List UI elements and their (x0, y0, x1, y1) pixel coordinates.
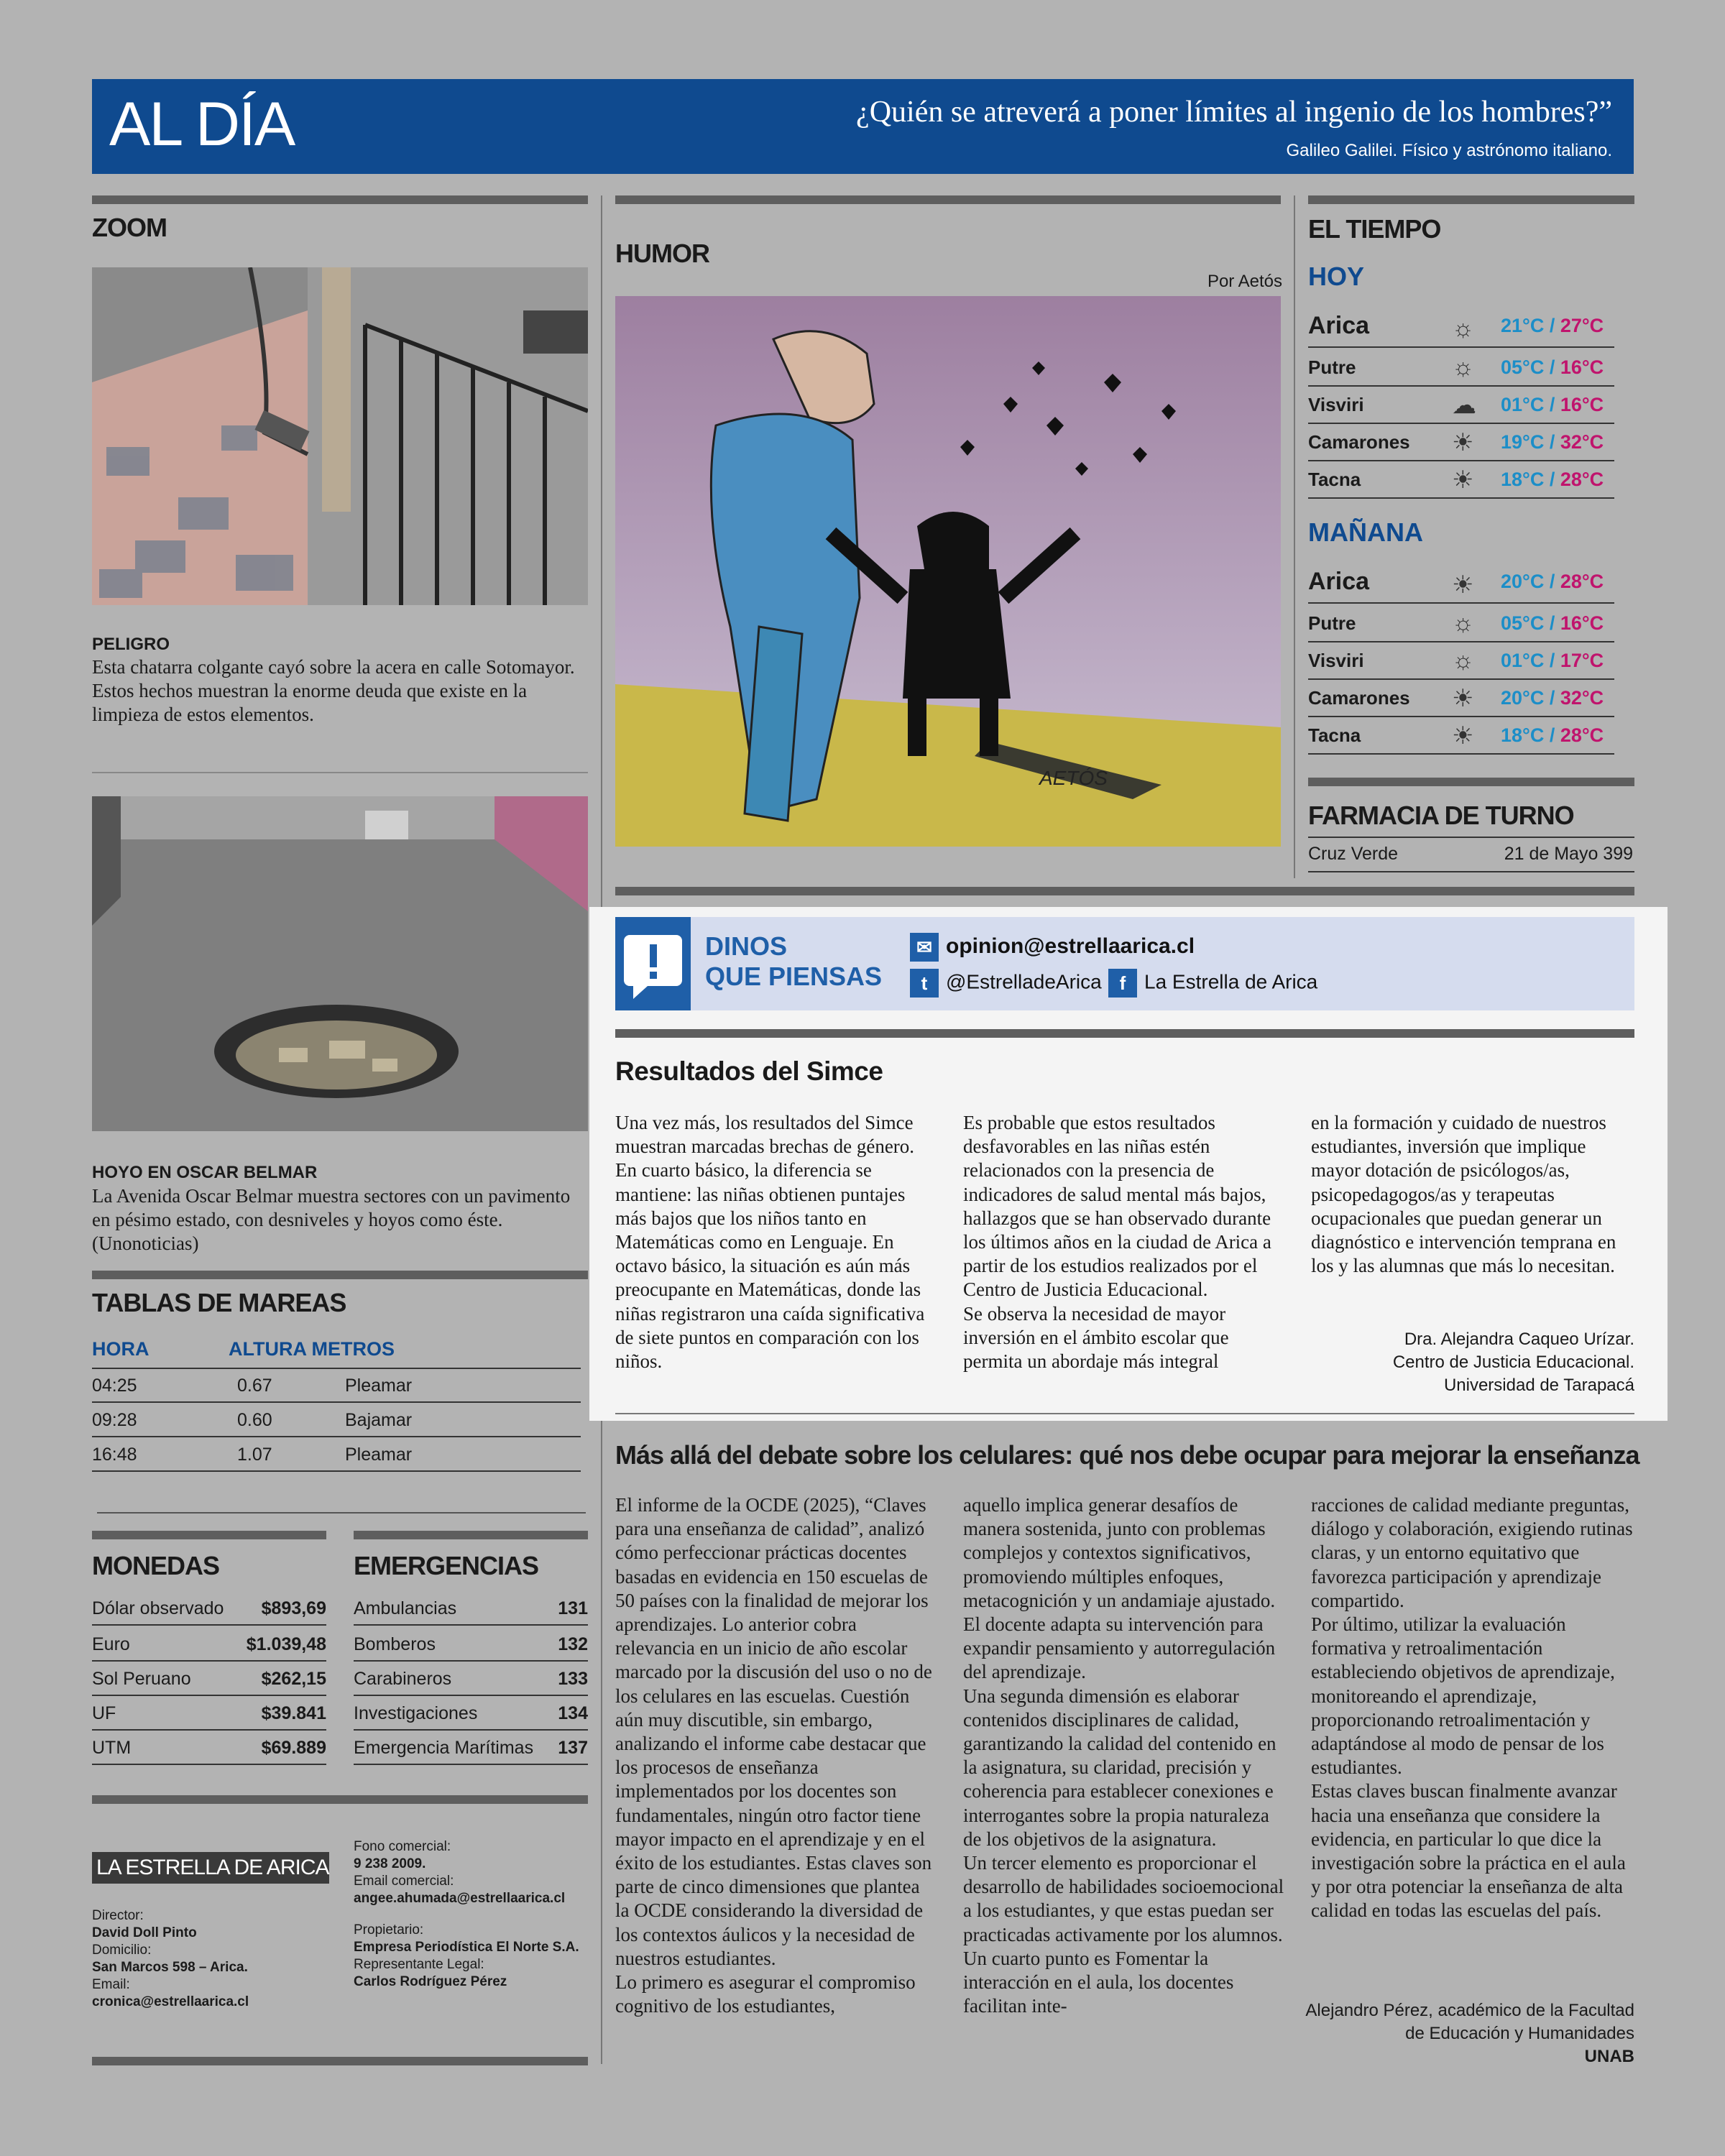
temp-max: 16°C (1560, 612, 1604, 634)
article2-signature (1289, 1999, 1634, 2068)
temp-min: 20°C (1501, 687, 1545, 709)
temp-max: 32°C (1560, 431, 1604, 453)
emergency-label: Emergencia Marítimas (354, 1738, 534, 1758)
partly-sunny-icon: ☼ (1452, 647, 1475, 674)
divider (615, 1413, 1634, 1414)
temp-max: 28°C (1560, 469, 1604, 490)
paragraph: Un tercer elemento es proporcionar el desarrollo de habilidades socioemocional a los estudiantes, y que estas puedan ser practicadas activamente por los alumnos. Un cuarto punto es Fomentar la interacción en el aula, los docentes facilitan inte- (963, 1852, 1284, 2017)
signature-line: Dra. Alejandra Caqueo Urízar. (1404, 1330, 1634, 1349)
photo1-caption: Esta chatarra colgante cayó sobre la acera en calle Sotomayor. Estos hechos muestran la enorme deuda que existe en la limpieza de estos elementos. (92, 656, 575, 725)
article2-col2 (963, 1493, 1287, 2018)
temp-min: 18°C (1501, 469, 1545, 490)
emergency-row (354, 1731, 588, 1765)
commercial-email: angee.ahumada@estrellaarica.cl (354, 1891, 566, 1906)
temperature: 18°C / 28°C (1501, 724, 1604, 746)
pharmacy-address: 21 de Mayo 399 (1504, 844, 1633, 864)
label: Propietario: (354, 1922, 424, 1938)
banner-title-2: QUE PIENSAS (705, 962, 883, 991)
section-rule (1308, 195, 1634, 204)
tide-row (92, 1439, 581, 1472)
emergency-number: 133 (558, 1669, 588, 1689)
newspaper-logo: LA ESTRELLA DE ARICA (92, 1852, 329, 1884)
city-name: Visviri (1308, 650, 1364, 671)
section-rule (1308, 778, 1634, 786)
tide-type: Pleamar (345, 1376, 413, 1396)
emergency-label: Ambulancias (354, 1598, 457, 1618)
tide-type: Bajamar (345, 1410, 413, 1430)
twitter-icon: t (910, 969, 939, 998)
tide-height: 0.67 (237, 1376, 272, 1396)
article1-title: Resultados del Simce (615, 1056, 883, 1086)
tide-hour: 09:28 (92, 1410, 137, 1430)
temperature: 01°C / 17°C (1501, 650, 1604, 671)
email-address: opinion@estrellaarica.cl (946, 934, 1195, 958)
temp-min: 19°C (1501, 431, 1545, 453)
emergency-title: EMERGENCIAS (354, 1551, 539, 1580)
weather-today-label: HOY (1308, 262, 1365, 291)
weather-tomorrow-label: MAÑANA (1308, 517, 1423, 547)
paragraph: Por último, utilizar la evaluación formativa y retroalimentación estableciendo objetivos de aprendizaje, monitoreando el aprendizaje, proporcionando retroalimentación y adaptándose al modo de pensar de los estudiantes. (1311, 1613, 1615, 1779)
temp-max: 17°C (1560, 650, 1604, 671)
city-name: Arica (1308, 568, 1370, 595)
temp-max: 28°C (1560, 724, 1604, 746)
tide-hour: 16:48 (92, 1445, 137, 1465)
emergency-row (354, 1591, 588, 1626)
temp-min: 18°C (1501, 724, 1545, 746)
phone: 9 238 2009. (354, 1856, 426, 1871)
signature-line: UNAB (1584, 2047, 1634, 2066)
email-link[interactable] (910, 933, 1195, 962)
emergency-label: Bomberos (354, 1634, 436, 1654)
article1-col3: en la formación y cuidado de nuestros estudiantes, inversión que implique mayor dotación de psicólogos/as, psicopedagogos/as y terapeutas ocupacionales que puedan generar un diagnóstico e intervención temprana en los y las alumnas que más lo necesitan. (1311, 1112, 1616, 1277)
photo-pothole (92, 796, 588, 1131)
sun-icon: ☀ (1452, 571, 1474, 599)
partly-sunny-icon: ☼ (1452, 354, 1475, 381)
facebook-page: La Estrella de Arica (1144, 970, 1318, 993)
sun-icon: ☀ (1452, 722, 1474, 750)
section-rule (92, 195, 588, 204)
weather-row (1308, 308, 1614, 348)
photo-hanging-cable (92, 267, 588, 605)
money-label: Dólar observado (92, 1598, 224, 1618)
temperature: 05°C / 16°C (1501, 612, 1604, 634)
money-label: UTM (92, 1738, 132, 1758)
paragraph: Se observa la necesidad de mayor inversión en el ámbito escolar que permita un abordaje más integral (963, 1302, 1229, 1373)
section-title: AL DÍA (109, 90, 295, 159)
address: San Marcos 598 – Arica. (92, 1960, 248, 1975)
divider (1308, 871, 1634, 872)
emergency-label: Investigaciones (354, 1703, 478, 1723)
temp-max: 16°C (1560, 394, 1604, 415)
tides-height-header: ALTURA METROS (229, 1338, 395, 1360)
tide-row (92, 1404, 581, 1437)
temp-max: 27°C (1560, 315, 1604, 336)
weather-row (1308, 607, 1614, 642)
tides-title: TABLAS DE MAREAS (92, 1288, 346, 1317)
opinion-banner (615, 917, 1634, 1010)
tide-type: Pleamar (345, 1445, 413, 1465)
photo2-caption: La Avenida Oscar Belmar muestra sectores con un pavimento en pésimo estado, con desniveles y hoyos como éste. (Unonoticias) (92, 1185, 571, 1254)
temp-min: 01°C (1501, 394, 1545, 415)
temp-min: 05°C (1501, 612, 1545, 634)
money-title: MONEDAS (92, 1551, 220, 1580)
city-name: Camarones (1308, 687, 1410, 709)
facebook-link[interactable] (1108, 969, 1317, 998)
cloudy-icon: ☁ (1452, 392, 1476, 419)
money-label: Euro (92, 1634, 130, 1654)
section-rule (92, 1271, 588, 1279)
imprint-left (92, 1907, 336, 2011)
money-value: $39.841 (261, 1703, 326, 1723)
emergency-number: 137 (558, 1738, 588, 1758)
money-label: UF (92, 1703, 116, 1723)
director: David Doll Pinto (92, 1925, 197, 1940)
city-name: Tacna (1308, 724, 1361, 746)
divider (1308, 837, 1634, 838)
humor-title: HUMOR (615, 239, 709, 268)
weather-row (1308, 681, 1614, 717)
label: Email comercial: (354, 1874, 454, 1889)
label: Domicilio: (92, 1943, 152, 1958)
paragraph: racciones de calidad mediante preguntas, diálogo y colaboración, exigiendo rutinas claras, y un entorno equitativo que favorezca participación y aprendizaje compartido. (1311, 1494, 1633, 1611)
divider (92, 1368, 581, 1369)
city-name: Putre (1308, 612, 1356, 634)
money-row (92, 1627, 326, 1662)
paragraph: Una segunda dimensión es elaborar contenidos disciplinares de calidad, garantizando la calidad del contenido en la asignatura, su claridad, precisión y coherencia para establecer conexiones e interrogantes sobre la propia naturaleza de los objetivos de la asignatura. (963, 1685, 1276, 1850)
paragraph: aquello implica generar desafíos de manera sostenida, junto con problemas complejos y contextos significativos, promoviendo múltiples enfoques, metacognición y un andamiaje ajustado. El docente adapta su intervención para expandir pensamiento y autorregulación del aprendizaje. (963, 1494, 1276, 1683)
temp-min: 20°C (1501, 571, 1545, 592)
emergency-number: 132 (558, 1634, 588, 1654)
emergency-number: 134 (558, 1703, 588, 1723)
divider (92, 772, 588, 773)
weather-title: EL TIEMPO (1308, 214, 1441, 244)
signature-line: de Educación y Humanidades (1405, 2024, 1634, 2043)
banner-title-1: DINOS (705, 931, 788, 961)
article1-signature (1304, 1328, 1634, 1397)
divider (97, 1512, 586, 1514)
cartoon-signature: AETÓS (1039, 767, 1108, 789)
temperature: 18°C / 28°C (1501, 469, 1604, 490)
temp-min: 21°C (1501, 315, 1545, 336)
sun-icon: ☀ (1452, 466, 1474, 494)
label: Fono comercial: (354, 1839, 451, 1854)
paragraph: Es probable que estos resultados desfavorables en las niñas estén relacionados con la presencia de indicadores de salud mental más bajos, hallazgos que se han observado durante los últimos años en la ciudad de Arica a partir de los estudios realizados por el Centro de Justicia Educacional. (963, 1112, 1271, 1301)
header-quote: ¿Quién se atreverá a poner límites al ingenio de los hombres?” (856, 96, 1612, 129)
signature-line: Alejandro Pérez, académico de la Facultad (1305, 2001, 1634, 2020)
emergency-label: Carabineros (354, 1669, 452, 1689)
article1-col1: Una vez más, los resultados del Simce muestran marcadas brechas de género. En cuarto básico, la diferencia se mantiene: las niñas obtienen puntajes más bajos que los niños tanto en Matemáticas como en Lenguaje. En octavo básico, la situación es aún más preocupante en Matemáticas, donde las niñas registraron una caída significativa de siete puntos en comparación con los niños. (615, 1112, 925, 1373)
weather-row (1308, 463, 1614, 499)
temp-max: 16°C (1560, 356, 1604, 378)
twitter-link[interactable] (910, 969, 1102, 998)
weather-row (1308, 563, 1614, 604)
page-header (92, 79, 1634, 174)
section-rule (92, 2057, 588, 2065)
facebook-icon: f (1108, 969, 1137, 998)
section-rule (615, 1029, 1634, 1038)
article2-title: Más allá del debate sobre los celulares: qué nos debe ocupar para mejorar la enseñanza (615, 1440, 1639, 1470)
temperature: 20°C / 28°C (1501, 571, 1604, 592)
temp-min: 05°C (1501, 356, 1545, 378)
quote-author: Galileo Galilei. Físico y astrónomo italiano. (1286, 141, 1612, 160)
money-label: Sol Peruano (92, 1669, 191, 1689)
money-value: $893,69 (261, 1598, 326, 1618)
section-rule (354, 1531, 588, 1539)
weather-row (1308, 644, 1614, 680)
signature-line: Universidad de Tarapacá (1443, 1376, 1634, 1395)
city-name: Camarones (1308, 431, 1410, 453)
temperature: 05°C / 16°C (1501, 356, 1604, 378)
pharmacy-title: FARMACIA DE TURNO (1308, 801, 1574, 830)
article2-col3 (1311, 1493, 1634, 1923)
emergency-row (354, 1662, 588, 1696)
emergency-row (354, 1696, 588, 1731)
section-rule (615, 887, 1634, 895)
sun-icon: ☀ (1452, 685, 1474, 712)
temp-min: 01°C (1501, 650, 1545, 671)
photo2-caption-head: HOYO EN OSCAR BELMAR (92, 1163, 318, 1182)
section-rule (92, 1795, 588, 1804)
column-divider (1294, 195, 1295, 878)
weather-row (1308, 719, 1614, 755)
section-rule (615, 195, 1281, 204)
emergency-number: 131 (558, 1598, 588, 1618)
emergency-row (354, 1627, 588, 1662)
speech-bubble-icon (615, 917, 691, 1010)
city-name: Tacna (1308, 469, 1361, 490)
paragraph: Lo primero es asegurar el compromiso cognitivo de los estudiantes, (615, 1971, 916, 2017)
city-name: Putre (1308, 356, 1356, 378)
tide-height: 1.07 (237, 1445, 272, 1465)
money-row (92, 1662, 326, 1696)
temp-max: 28°C (1560, 571, 1604, 592)
money-row (92, 1731, 326, 1765)
temp-max: 32°C (1560, 687, 1604, 709)
twitter-handle: @EstrelladeArica (946, 970, 1102, 993)
label: Email: (92, 1977, 130, 1992)
temperature: 20°C / 32°C (1501, 687, 1604, 709)
money-value: $1.039,48 (246, 1634, 326, 1654)
paragraph: El informe de la OCDE (2025), “Claves para una enseñanza de calidad”, analizó cómo perfeccionar prácticas docentes basadas en evidencia en 150 escuelas de 50 países con la finalidad de mejorar los aprendizajes. Lo anterior cobra relevancia en un inicio de año escolar marcado por la discusión del uso o no de los celulares en las escuelas. Cuestión aún muy discutible, sin embargo, analizando el informe cabe destacar que los procesos de enseñanza implementados por los docentes son fundamentales, ningún otro factor tiene mayor impacto en el aprendizaje y en el éxito de los estudiantes. Estas claves son parte de cinco dimensiones que plantea la OCDE considerando la diversidad de los contextos áulicos y la necesidad de nuestros estudiantes. (615, 1494, 932, 1969)
article2-col1 (615, 1493, 936, 2018)
zoom-title: ZOOM (92, 213, 167, 242)
label: Director: (92, 1908, 144, 1923)
partly-sunny-icon: ☼ (1452, 315, 1475, 342)
sun-icon: ☀ (1452, 429, 1474, 456)
tide-height: 0.60 (237, 1410, 272, 1430)
legal-rep: Carlos Rodríguez Pérez (354, 1974, 507, 1989)
mail-icon: ✉ (910, 933, 939, 962)
weather-row (1308, 351, 1614, 387)
imprint-right (354, 1838, 598, 1991)
tide-row (92, 1370, 581, 1403)
photo1-caption-head: PELIGRO (92, 635, 170, 654)
money-value: $69.889 (261, 1738, 326, 1758)
money-row (92, 1591, 326, 1626)
temperature: 21°C / 27°C (1501, 315, 1604, 336)
signature-line: Centro de Justicia Educacional. (1392, 1353, 1634, 1372)
partly-sunny-icon: ☼ (1452, 609, 1475, 637)
weather-row (1308, 425, 1614, 461)
paragraph: Estas claves buscan finalmente avanzar hacia una enseñanza que considere la evidencia, en particular lo que dice la investigación sobre la práctica en el aula y por otra potenciar la enseñanza de alta calidad en todas las escuelas del país. (1311, 1780, 1626, 1922)
tides-hour-header: HORA (92, 1338, 150, 1360)
city-name: Arica (1308, 312, 1370, 339)
city-name: Visviri (1308, 394, 1364, 415)
cartoon-credit: Por Aetós (1207, 272, 1282, 291)
pharmacy-name: Cruz Verde (1308, 844, 1399, 864)
temperature: 19°C / 32°C (1501, 431, 1604, 453)
label: Representante Legal: (354, 1957, 484, 1972)
money-value: $262,15 (261, 1669, 326, 1689)
article1-col2 (963, 1111, 1281, 1373)
weather-row (1308, 388, 1614, 424)
cartoon (615, 296, 1281, 847)
temperature: 01°C / 16°C (1501, 394, 1604, 415)
section-rule (92, 1531, 326, 1539)
email: cronica@estrellaarica.cl (92, 1994, 249, 2009)
tide-hour: 04:25 (92, 1376, 137, 1396)
owner: Empresa Periodística El Norte S.A. (354, 1940, 579, 1955)
money-row (92, 1696, 326, 1731)
